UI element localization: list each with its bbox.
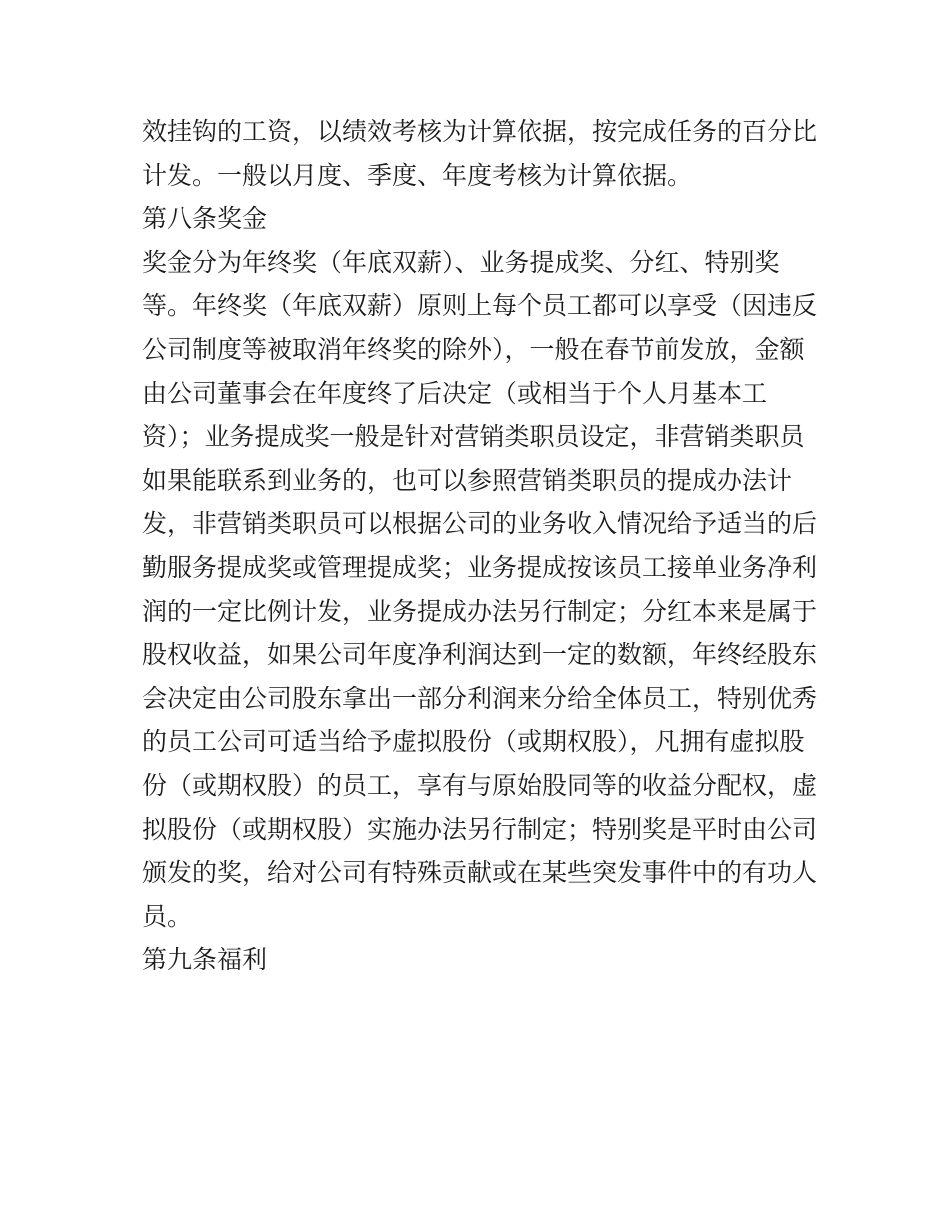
text-line: 份（或期权股）的员工，享有与原始股同等的收益分配权，虚 <box>142 770 818 800</box>
text-line: 员。 <box>142 901 193 931</box>
section-heading-article-9: 第九条福利 <box>142 945 268 975</box>
section-heading-article-8: 第八条奖金 <box>142 204 268 234</box>
text-line: 由公司董事会在年度终了后决定（或相当于个人月基本工 <box>142 378 768 408</box>
text-line: 润的一定比例计发，业务提成办法另行制定；分红本来是属于 <box>142 596 818 626</box>
text-line: 奖金分为年终奖（年底双薪）、业务提成奖、分红、特别奖 <box>142 247 780 277</box>
document-body <box>142 110 822 982</box>
text-line: 勤服务提成奖或管理提成奖；业务提成按该员工接单业务净利 <box>142 552 818 582</box>
text-line: 如果能联系到业务的，也可以参照营销类职员的提成办法计 <box>142 465 793 495</box>
text-line: 等。年终奖（年底双薪）原则上每个员工都可以享受（因违反 <box>142 291 818 321</box>
text-line: 公司制度等被取消年终奖的除外），一般在春节前发放，金额 <box>142 334 805 364</box>
text-line: 的员工公司可适当给予虚拟股份（或期权股），凡拥有虚拟股 <box>142 727 805 757</box>
text-line: 会决定由公司股东拿出一部分利润来分给全体员工，特别优秀 <box>142 683 818 713</box>
text-line: 颁发的奖，给对公司有特殊贡献或在某些突发事件中的有功人 <box>142 858 818 888</box>
text-line: 资）；业务提成奖一般是针对营销类职员设定，非营销类职员 <box>142 422 805 452</box>
text-line: 拟股份（或期权股）实施办法另行制定；特别奖是平时由公司 <box>142 814 818 844</box>
text-line: 效挂钩的工资，以绩效考核为计算依据，按完成任务的百分比 <box>142 117 818 146</box>
text-line: 计发。一般以月度、季度、年度考核为计算依据。 <box>142 160 693 190</box>
text-line: 股权收益，如果公司年度净利润达到一定的数额，年终经股东 <box>142 640 818 670</box>
text-line: 发，非营销类职员可以根据公司的业务收入情况给予适当的后 <box>142 509 818 539</box>
